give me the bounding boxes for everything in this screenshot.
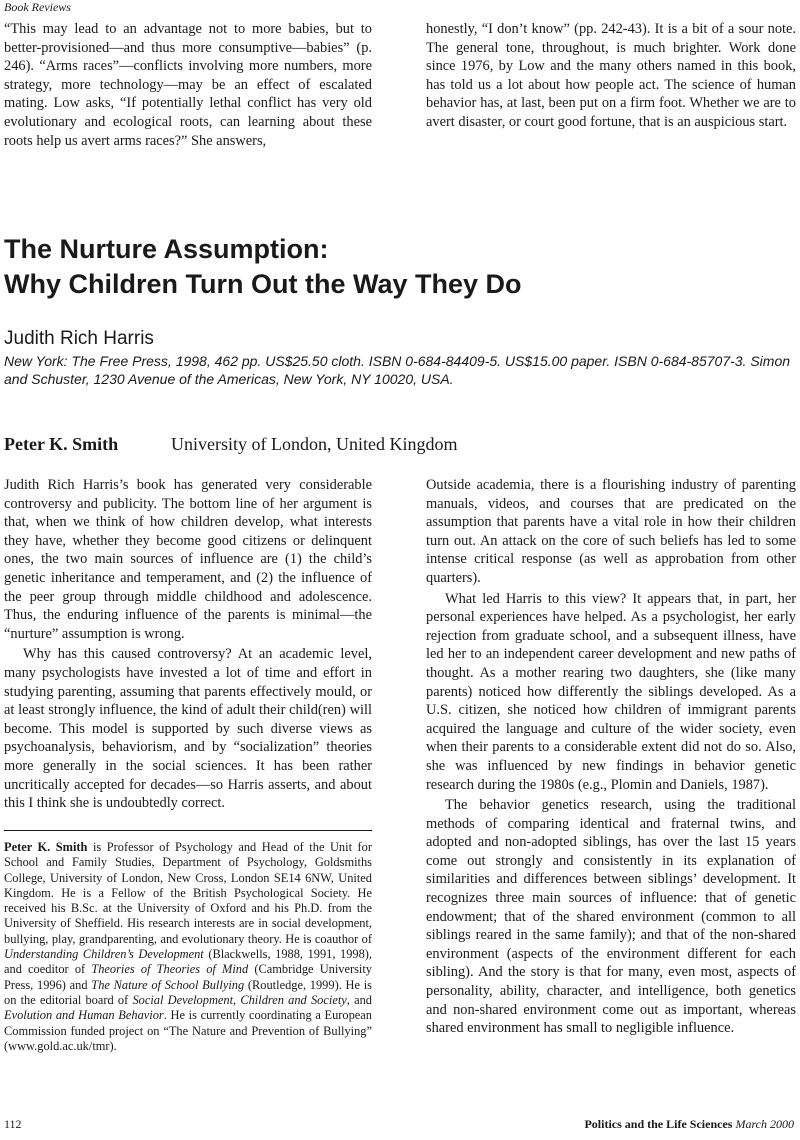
footnote-rule — [4, 830, 372, 831]
bio-book-2: Theories of Theories of Mind — [91, 962, 249, 977]
bio-name: Peter K. Smith — [4, 840, 88, 854]
book-author: Judith Rich Harris — [4, 328, 154, 349]
left-paragraph-1: Judith Rich Harris’s book has generated very considerable controversy and publicity. The bottom line of her argument is that, when we think of how children develop, what interests they have, whether they become good citizens or delinquent ones, the two main sources of influence are (1) the child’s genetic inheritance and temperament, and (2) the influence of the peer group through middle childhood and adolescence. Thus, the enduring influence of the parents is minimal—the “nurture” assumption is wrong. — [4, 477, 372, 642]
title-line-1: The Nurture Assumption: — [4, 234, 329, 264]
journal-name: Politics and the Life Sciences — [584, 1117, 733, 1131]
publication-info: New York: The Free Press, 1998, 462 pp. US$25.50 cloth. ISBN 0-684-84409-5. US$15.00 paper. ISBN 0-684-85707-3. Simon and Schuster, 1230 Avenue of the Americas, New York, NY 10020, USA. — [4, 353, 791, 387]
title-line-2: Why Children Turn Out the Way They Do — [4, 269, 522, 299]
journal-citation — [584, 1117, 794, 1132]
page-number: 112 — [4, 1117, 22, 1131]
reviewer-affiliation: University of London, United Kingdom — [171, 434, 458, 454]
reviewer-line — [4, 433, 458, 455]
bio-journal-2: Evolution and Human Behavior — [4, 1008, 164, 1023]
bio-paragraph — [4, 840, 372, 1054]
bio-text-3: (Cambridge University Press, 1996) and — [4, 962, 373, 992]
reviewer-name: Peter K. Smith — [4, 434, 119, 454]
bio-text-5: , and — [346, 992, 372, 1007]
bio-text-1: is Professor of Psychology and Head of the Unit for School and Family Studies, Department of Psychology, Goldsmiths College, University of London, New Cross, London SE14 6NW, United Kingdom. He is a Fellow of the British Psychological Society. He received his B.Sc. at the University of Oxford and his Ph.D. from the University of Sheffield. His research interests are in social development, bullying, play, grandparenting, and evolutionary theory. He is coauthor of — [4, 840, 372, 946]
book-title — [4, 232, 784, 302]
bio-book-3: The Nature of School Bullying — [91, 977, 245, 992]
author-bio — [4, 840, 372, 1054]
right-column — [426, 476, 796, 1038]
top-right-paragraph: honestly, “I don’t know” (pp. 242-43). It is a bit of a sour note. The general tone, throughout, is much brighter. Work done since 1976, by Low and the many others named in this book, has told us a lot about how people act. The science of human behavior has, at last, been put on a firm foot. Whether we are to avert disaster, or court good fortune, that is an auspicious start. — [426, 21, 796, 130]
bio-journal-1: Social Development, Children and Society — [132, 992, 347, 1007]
left-column — [4, 476, 372, 813]
running-head: Book Reviews — [4, 0, 71, 14]
right-paragraph-2: What led Harris to this view? It appears that, in part, her personal experiences have helped. As a psychologist, her early rejection from graduate school, and a subsequent illness, have led her to an independent career development and new paths of thought. As a mother rearing two daughters, she (like many parents) noticed how differently the siblings developed. As a U.S. citizen, she noticed how children of immigrant parents acquired the language and culture of the wider society, even when their parents to a considerable extent did not do so. Also, she was influenced by new findings in behavior genetic research during the 1980s (e.g., Plomin and Daniels, 1987). — [426, 590, 796, 793]
top-left-paragraph: “This may lead to an advantage not to more babies, but to better-provisioned—and thus more consumptive—babies” (p. 246). “Arms races”—conflicts involving more numbers, more strategy, more technology—may be an effect of escalated mating. Low asks, “If potentially lethal conflict has very old evolutionary and ecological roots, can learning about these roots help us avert arms races?” She answers, — [4, 21, 372, 149]
right-paragraph-3: The behavior genetics research, using the traditional methods of comparing identical and fraternal twins, and adopted and non-adopted siblings, has over the last 15 years come out strongly and consistently in its explanation of similarities and differences between siblings’ development. It recognizes three main sources of influence: that of genetic endowment; that of the shared environment (common to all siblings reared in the same family); and that of the non-shared environment (aspects of the environment different for each sibling). And the story is that for many, even most, aspects of personality, ability, character, and intelligence, both genetics and non-shared environment come out as important, whereas shared environment has small to negligible influence. — [426, 797, 796, 1037]
right-paragraph-1: Outside academia, there is a flourishing industry of parenting manuals, videos, and courses that are predicated on the assumption that parents have a vital role in how their children turn out. An attack on the core of such beliefs has led to some intense critical response (as well as approbation from other quarters). — [426, 477, 796, 586]
bio-text-4: (Routledge, 1999). He is on the editorial board of — [4, 977, 372, 1007]
left-paragraph-2: Why has this caused controversy? At an academic level, many psychologists have invested a lot of time and effort in studying parenting, assuming that parents effectively mould, or at least strongly influence, the kind of adult their child(ren) will become. This model is supported by such diverse views as psychoanalysis, behaviorism, and by “socialization” theories more generally in the social sciences. It has been rather uncritically accepted for decades—so Harris asserts, and about this I think she is undoubtedly correct. — [4, 646, 372, 812]
bio-text-2: (Blackwells, 1988, 1991, 1998), and coeditor of — [4, 947, 373, 977]
page-footer — [4, 1117, 794, 1132]
top-left-text — [4, 20, 372, 150]
journal-issue: March 2000 — [735, 1117, 794, 1131]
bio-book-1: Understanding Children’s Development — [4, 947, 204, 962]
bio-text-6: . He is currently coordinating a European Commission funded project on “The Nature and Prevention of Bullying” (www.gold.ac.uk/tmr). — [4, 1008, 372, 1053]
top-right-text — [426, 20, 796, 132]
